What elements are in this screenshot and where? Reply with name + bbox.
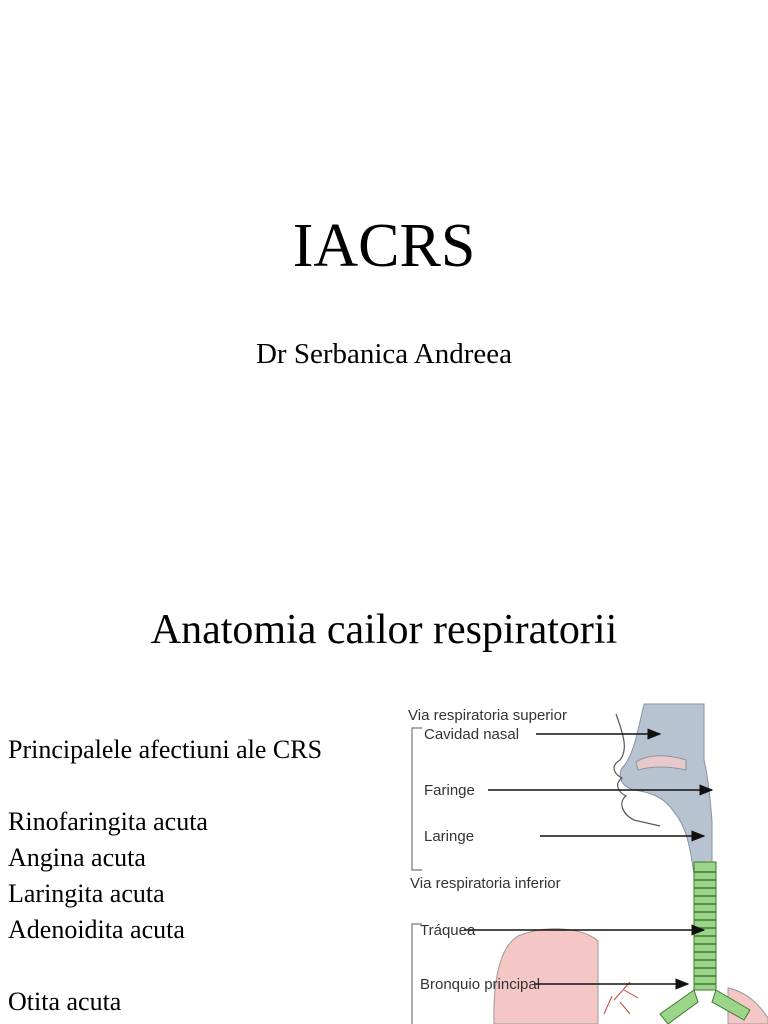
nasal-cavity-shape — [620, 704, 712, 878]
diagram-label: Bronquio principal — [420, 976, 541, 993]
upper-bracket — [412, 728, 422, 870]
conditions-list — [8, 732, 388, 1020]
diagram-label: Laringe — [424, 828, 475, 845]
anatomy-slide — [0, 580, 768, 1024]
lower-bracket — [412, 924, 422, 1024]
diagram-label: Tráquea — [420, 922, 476, 939]
list-item: Angina acuta — [8, 843, 146, 872]
lower-tract-heading: Via respiratoria inferior — [410, 875, 561, 892]
presentation-author: Dr Serbanica Andreea — [255, 338, 513, 370]
bronchiole-lines — [604, 982, 638, 1014]
presentation-title: IACRS — [292, 212, 476, 280]
list-heading: Principalele afectiuni ale CRS — [8, 735, 323, 764]
slide-title: Anatomia cailor respiratorii — [150, 607, 618, 653]
list-item: Otita acuta — [8, 987, 122, 1016]
list-item: Laringita acuta — [8, 879, 165, 908]
diagram-label: Cavidad nasal — [424, 726, 520, 743]
trachea-shape — [694, 862, 716, 990]
list-item: Adenoidita acuta — [8, 915, 185, 944]
upper-tract-heading: Via respiratoria superior — [408, 707, 567, 724]
bronchus-shape — [660, 990, 698, 1024]
list-item: Rinofaringita acuta — [8, 807, 208, 836]
diagram-label: Faringe — [424, 782, 475, 799]
respiratory-tract-diagram — [398, 696, 768, 1024]
